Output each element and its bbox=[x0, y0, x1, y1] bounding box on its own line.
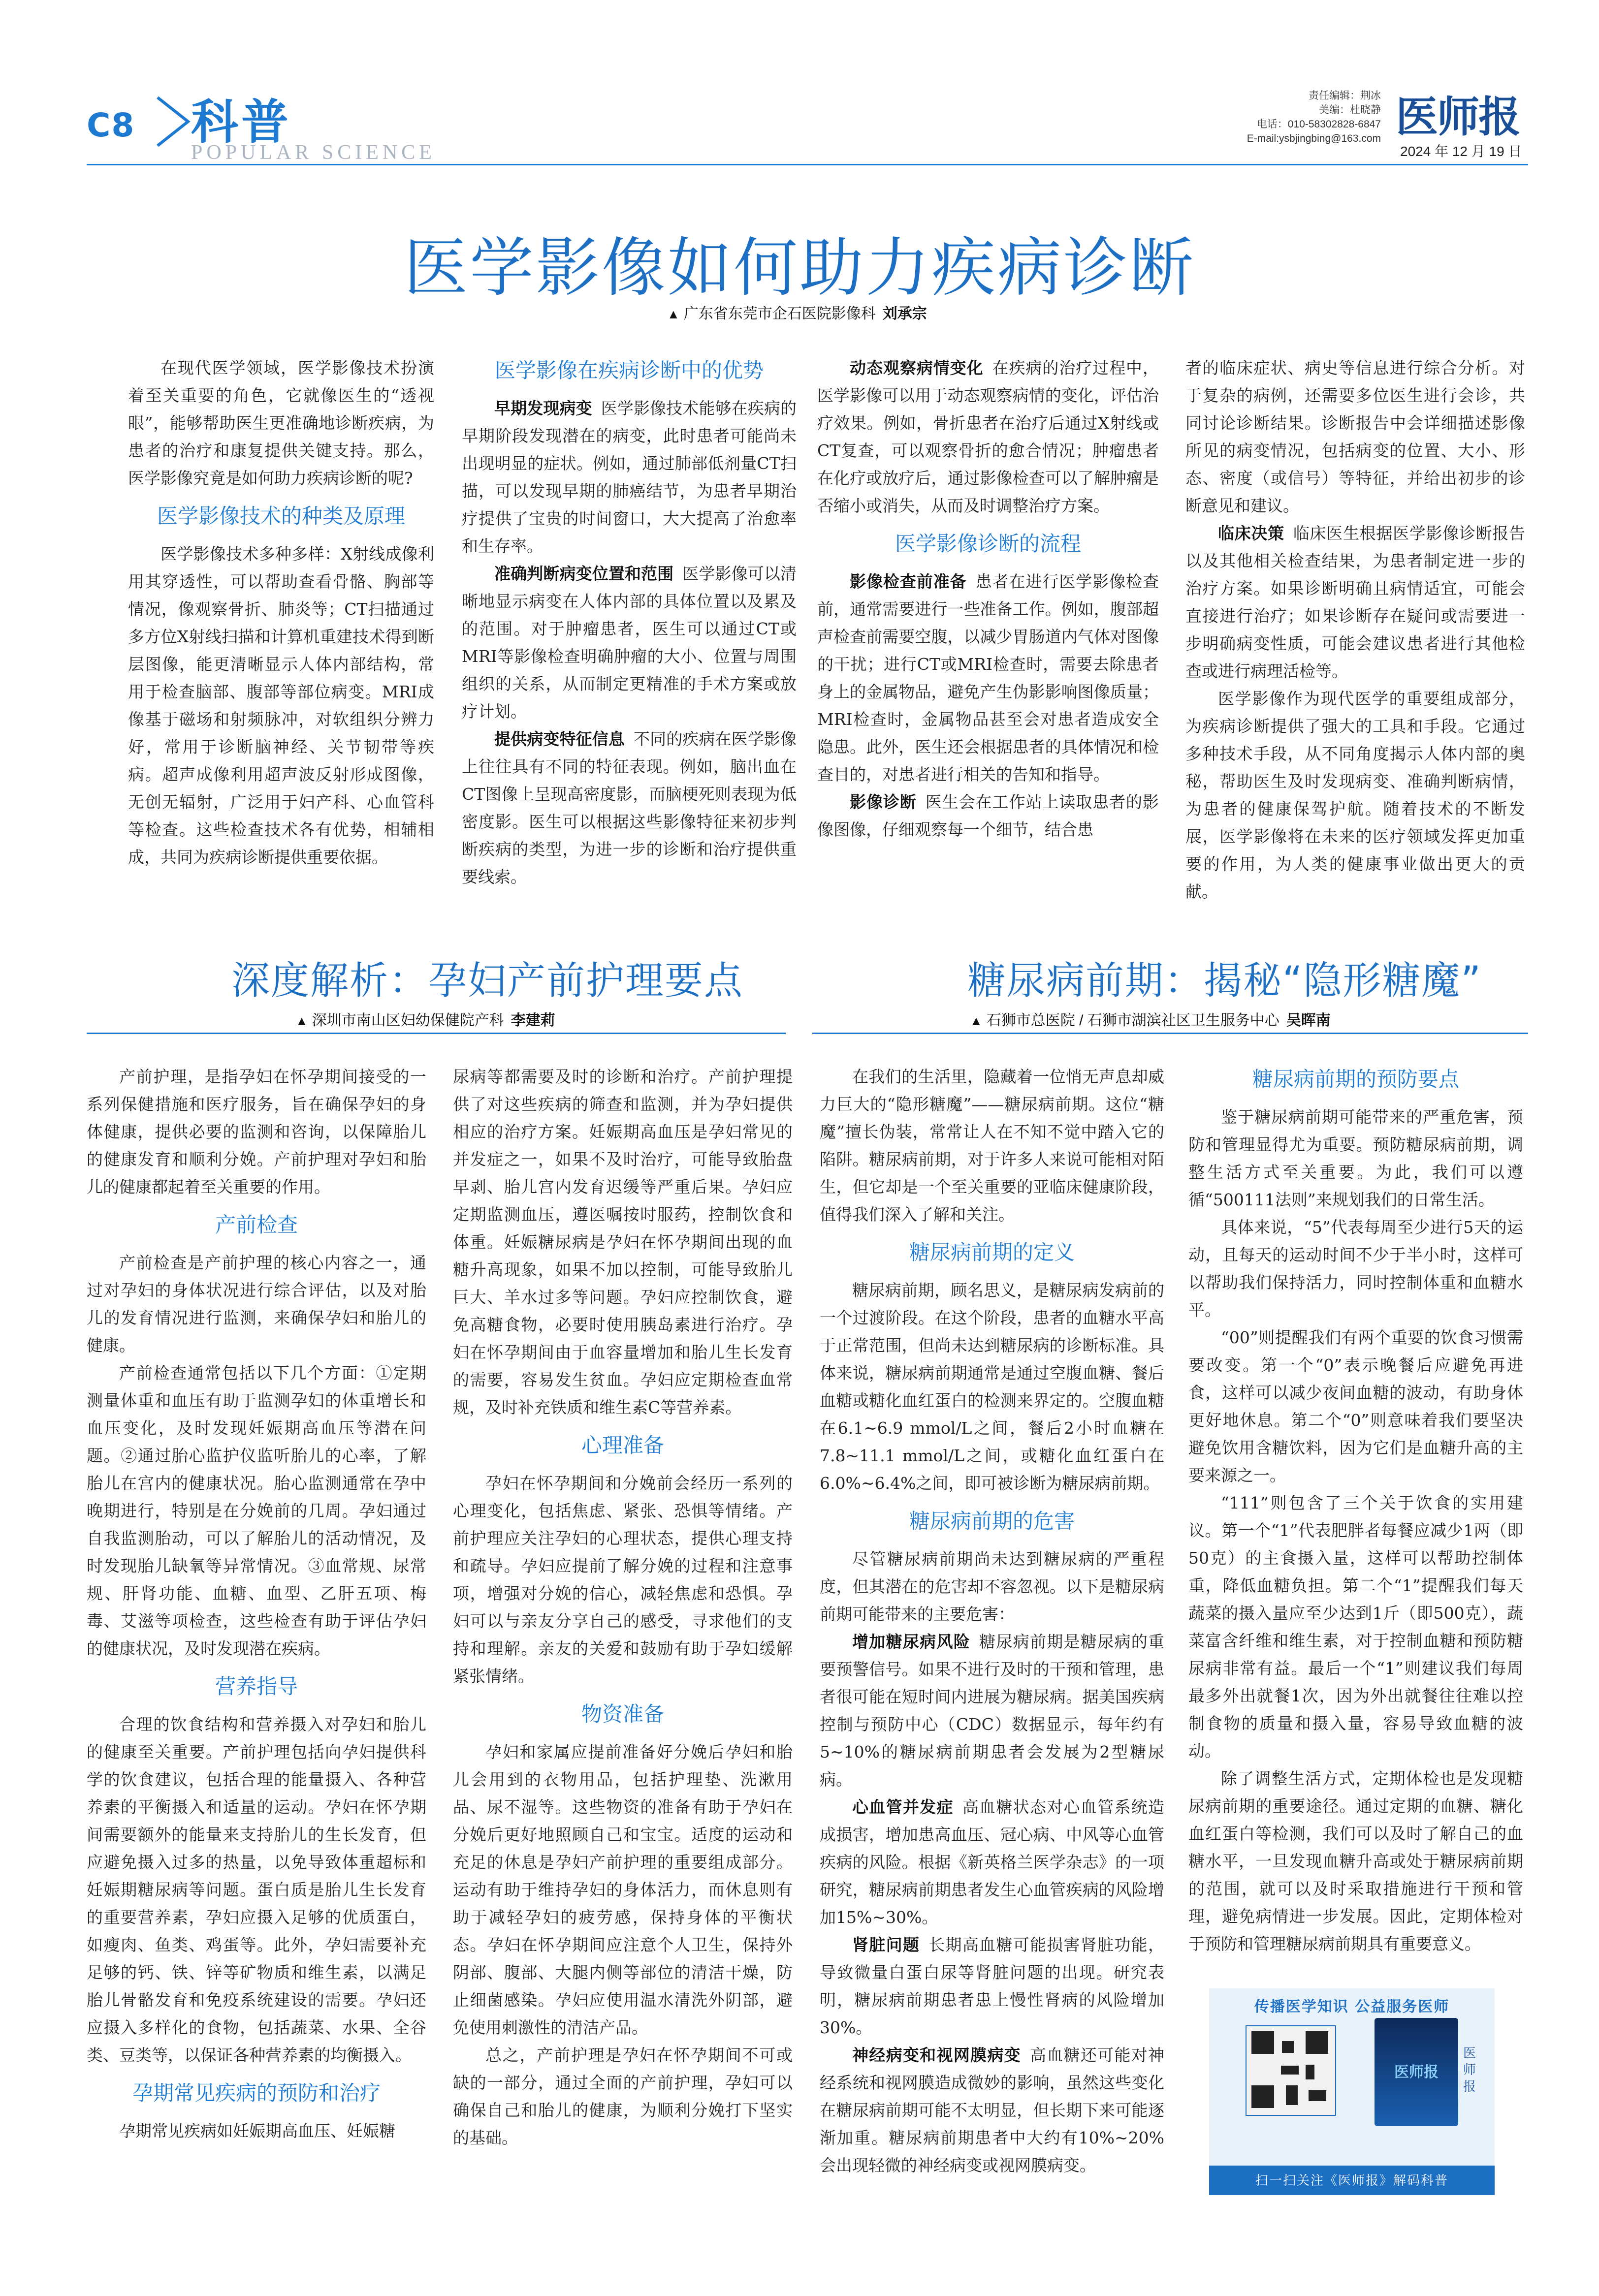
subsection-label: 肾脏问题 bbox=[852, 1935, 920, 1954]
paragraph: 产前护理，是指孕妇在怀孕期间接受的一系列保健措施和医疗服务，旨在确保孕妇的身体健康，提供必要的监测和咨询，以保障胎儿的健康发育和顺利分娩。产前护理对孕妇和胎儿的健康都起着至关重要的作用。 bbox=[87, 1067, 426, 1196]
paragraph: 合理的饮食结构和营养摄入对孕妇和胎儿的健康至关重要。产前护理包括向孕妇提供科学的饮食建议，包括合理的能量摄入、各种营养素的平衡摄入和适量的运动。孕妇在怀孕期间需要额外的能量来支持胎儿的生长发育，但应避免摄入过多的热量，以免导致体重超标和妊娠期糖尿病等问题。蛋白质是胎儿生长发育的重要营养素，孕妇应摄入足够的优质蛋白，如瘦肉、鱼类、鸡蛋等。此外，孕妇需要补充足够的钙、铁、锌等矿物质和维生素，以满足胎儿骨骼发育和免疫系统建设的需要。孕妇还应摄入多样化的食物，包括蔬菜、水果、全谷类、豆类等，以保证各种营养素的均衡摄入。 bbox=[87, 1715, 426, 2065]
subsection-label: 临床决策 bbox=[1218, 524, 1284, 543]
article3-byline bbox=[970, 1008, 1331, 1030]
paragraph: 除了调整生活方式，定期体检也是发现糖尿病前期的重要途径。通过定期的血糖、糖化血红蛋白等检测，我们可以及时了解自己的血糖水平，一旦发现血糖升高或处于糖尿病前期的范围，就可以及时采取措施进行干预和管理，避免病情进一步发展。因此，定期体检对于预防和管理糖尿病前期具有重要意义。 bbox=[1188, 1769, 1523, 1953]
subheading: 物资准备 bbox=[581, 1702, 664, 1726]
paragraph: 孕妇在怀孕期间和分娩前会经历一系列的心理变化，包括焦虑、紧张、恐惧等情绪。产前护理应关注孕妇的心理状态，提供心理支持和疏导。孕妇应提前了解分娩的过程和注意事项，增强对分娩的信心，减轻焦虑和恐惧。孕妇可以与亲友分享自己的感受，寻求他们的支持和理解。亲友的关爱和鼓励有助于孕妇缓解紧张情绪。 bbox=[453, 1474, 793, 1686]
newspaper-logo: 医师报 bbox=[1396, 93, 1520, 142]
article2-column-1 bbox=[87, 1063, 426, 2145]
subsection-label: 心血管并发症 bbox=[852, 1797, 954, 1817]
promo-slogan: 传播医学知识 公益服务医师 bbox=[1254, 1998, 1450, 2015]
paragraph: “00”则提醒我们有两个重要的饮食习惯需要改变。第一个“0”表示晚餐后应避免再进食，这样可以减少夜间血糖的波动，有助身体更好地休息。第二个“0”则意味着我们要坚决避免饮用含糖饮料，因为它们是血糖升高的主要来源之一。 bbox=[1188, 1328, 1523, 1485]
subheading: 心理准备 bbox=[581, 1433, 664, 1457]
article3-title: 糖尿病前期：揭秘“隐形糖魔” bbox=[967, 959, 1482, 1003]
paragraph: 早期发现病变 医学影像技术能够在疾病的早期阶段发现潜在的病变，此时患者可能尚未出现明显的症状。例如，通过肺部低剂量CT扫描，可以发现早期的肺癌结节，为患者早期治疗提供了宝贵的时间窗口，大大提高了治愈率和生存率。 bbox=[462, 399, 797, 556]
promo-image-caption: 医师报 bbox=[1394, 2064, 1439, 2081]
promo-scan-text: 扫一扫关注《医师报》解码科普 bbox=[1255, 2173, 1448, 2188]
paragraph: 准确判断病变位置和范围 医学影像可以清晰地显示病变在人体内部的具体位置以及累及的范围。对于肿瘤患者，医生可以通过CT或MRI等影像检查明确肿瘤的大小、位置与周围组织的关系，从而制定更精准的手术方案或放疗计划。 bbox=[462, 564, 797, 721]
editor-info bbox=[1231, 89, 1381, 146]
paragraph: 影像检查前准备 患者在进行医学影像检查前，通常需要进行一些准备工作。例如，腹部超声检查前需要空腹，以减少胃肠道内气体对图像的干扰；进行CT或MRI检查时，需要去除患者身上的金属物品，避免产生伪影影响图像质量；MRI检查时，金属物品甚至会对患者造成安全隐患。此外，医生还会根据患者的具体情况和检查目的，对患者进行相关的告知和指导。 bbox=[817, 572, 1159, 784]
article1-byline-org: 广东省东莞市企石医院影像科 bbox=[683, 306, 876, 322]
article1-byline-author: 刘承宗 bbox=[882, 306, 927, 322]
article2-byline-author: 李建莉 bbox=[511, 1012, 555, 1029]
paragraph: 影像诊断 医生会在工作站上读取患者的影像图像，仔细观察每一个细节，结合患 bbox=[817, 792, 1159, 839]
qr-code-icon[interactable] bbox=[1246, 2025, 1336, 2116]
article3-column-2 bbox=[1188, 1063, 1523, 1958]
masthead-rule bbox=[87, 164, 1528, 165]
article2-column-2 bbox=[453, 1063, 793, 2152]
subheading: 孕期常见疾病的预防和治疗 bbox=[132, 2081, 381, 2105]
triangle-icon: ▲ bbox=[295, 1013, 308, 1028]
paragraph: 总之，产前护理是孕妇在怀孕期间不可或缺的一部分，通过全面的产前护理，孕妇可以确保自己和胎儿的健康，为顺利分娩打下坚实的基础。 bbox=[453, 2045, 793, 2147]
paragraph: 动态观察病情变化 在疾病的治疗过程中，医学影像可以用于动态观察病情的变化，评估治疗效果。例如，骨折患者在治疗后通过X射线或CT复查，可以观察骨折的愈合情况；肿瘤患者在化疗或放疗后，通过影像检查可以了解肿瘤是否缩小或消失，从而及时调整治疗方案。 bbox=[817, 358, 1159, 515]
subsection-label: 准确判断病变位置和范围 bbox=[494, 564, 674, 583]
article1-title: 医学影像如何助力疾病诊断 bbox=[403, 230, 1195, 305]
paragraph: 孕妇和家属应提前准备好分娩后孕妇和胎儿会用到的衣物用品，包括护理垫、洗漱用品、尿不湿等。这些物资的准备有助于孕妇在分娩后更好地照顾自己和宝宝。适度的运动和充足的休息是孕妇产前护理的重要组成部分。运动有助于维持孕妇的身体活力，而休息则有助于减轻孕妇的疲劳感，保持身体的平衡状态。孕妇在怀孕期间应注意个人卫生，保持外阴部、腹部、大腿内侧等部位的清洁干燥，防止细菌感染。孕妇应使用温水清洗外阴部，避免使用刺激性的清洁产品。 bbox=[453, 1742, 793, 2037]
paragraph: 临床决策 临床医生根据医学影像诊断报告以及其他相关检查结果，为患者制定进一步的治疗方案。如果诊断明确且病情适宜，可能会直接进行治疗；如果诊断存在疑问或需要进一步明确病变性质，可能会建议患者进行其他检查或进行病理活检等。 bbox=[1185, 524, 1526, 681]
paragraph: 糖尿病前期，顾名思义，是糖尿病发病前的一个过渡阶段。在这个阶段，患者的血糖水平高于正常范围，但尚未达到糖尿病的诊断标准。具体来说，糖尿病前期通常是通过空腹血糖、餐后血糖或糖化血红蛋白的检测来界定的。空腹血糖在6.1~6.9 mmol/L之间，餐后2小时血糖在7.8~11.1 mmol/L之间，或糖化血红蛋白在6.0%~6.4%之间，即可被诊断为糖尿病前期。 bbox=[820, 1281, 1164, 1493]
paragraph: 产前检查通常包括以下几个方面：①定期测量体重和血压有助于监测孕妇的体重增长和血压变化，及时发现妊娠期高血压等潜在问题。②通过胎心监护仪监听胎儿的心率，了解胎儿在宫内的健康状况。胎心监测通常在孕中晚期进行，特别是在分娩前的几周。孕妇通过自我监测胎动，可以了解胎儿的活动情况，及时发现胎儿缺氧等异常情况。③血常规、尿常规、肝肾功能、血糖、血型、乙肝五项、梅毒、艾滋等项检查，这些检查有助于评估孕妇的健康状况，及时发现潜在疾病。 bbox=[87, 1363, 426, 1658]
subsection-label: 早期发现病变 bbox=[494, 399, 592, 418]
article1-column-2 bbox=[462, 354, 797, 891]
subsection-label: 影像检查前准备 bbox=[850, 572, 967, 591]
paragraph: 尽管糖尿病前期尚未达到糖尿病的严重程度，但其潜在的危害却不容忽视。以下是糖尿病前期可能带来的主要危害： bbox=[820, 1549, 1164, 1624]
subsection-label: 提供病变特征信息 bbox=[494, 729, 625, 749]
article2-title: 深度解析：孕妇产前护理要点 bbox=[231, 959, 744, 1003]
paragraph: 孕期常见疾病如妊娠期高血压、妊娠糖 bbox=[119, 2121, 395, 2140]
editor-line: 责任编辑：荆冰 bbox=[1309, 90, 1381, 101]
paragraph: 医学影像作为现代医学的重要组成部分，为疾病诊断提供了强大的工具和手段。它通过多种技术手段，从不同角度揭示人体内部的奥秘，帮助医生及时发现病变、准确判断病情，为患者的健康保驾护航。随着技术的不断发展，医学影像将在未来的医疗领域发挥更加重要的作用，为人类的健康事业做出更大的贡献。 bbox=[1185, 689, 1525, 901]
subheading: 医学影像在疾病诊断中的优势 bbox=[494, 358, 764, 382]
subsection-label: 增加糖尿病风险 bbox=[852, 1632, 971, 1651]
article1-byline bbox=[667, 301, 927, 323]
article2-byline bbox=[295, 1008, 555, 1030]
issue-date: 2024 年 12 月 19 日 bbox=[1400, 144, 1522, 159]
paragraph: 提供病变特征信息 不同的疾病在医学影像上往往具有不同的特征表现。例如，脑出血在CT图像上呈现高密度影，而脑梗死则表现为低密度影。医生可以根据这些影像特征来初步判断疾病的类型，为进一步的诊断和治疗提供重要线索。 bbox=[462, 729, 797, 886]
subheading: 医学影像诊断的流程 bbox=[895, 532, 1081, 556]
paragraph: 具体来说，“5”代表每周至少进行5天的运动，且每天的运动时间不少于半小时，这样可以帮助我们保持活力，同时控制体重和血糖水平。 bbox=[1188, 1218, 1523, 1320]
article3-byline-org: 石狮市总医院 / 石狮市湖滨社区卫生服务中心 bbox=[986, 1012, 1279, 1029]
phone-line: 电话：010-58302828-6847 bbox=[1256, 119, 1381, 130]
article3-column-1 bbox=[820, 1063, 1164, 2179]
paragraph: 神经病变和视网膜病变 高血糖还可能对神经系统和视网膜造成微妙的影响，虽然这些变化在糖尿病前期可能不太明显，但长期下来可能逐渐加重。糖尿病前期患者中大约有10%~20%会出现轻微的神经病变或视网膜病变。 bbox=[820, 2045, 1165, 2175]
section-title-english: POPULAR SCIENCE bbox=[191, 141, 436, 164]
paragraph: 在现代医学领域，医学影像技术扮演着至关重要的角色，它就像医生的“透视眼”，能够帮助医生更准确地诊断疾病，为患者的治疗和康复提供关键支持。那么，医学影像究竟是如何助力疾病诊断的呢? bbox=[128, 358, 434, 488]
article3-rule bbox=[812, 1033, 1528, 1034]
paragraph: 肾脏问题 长期高血糖可能损害肾脏功能，导致微量白蛋白尿等肾脏问题的出现。研究表明，糖尿病前期患者患上慢性肾病的风险增加30%。 bbox=[820, 1935, 1165, 2037]
article3-byline-author: 吴晖南 bbox=[1286, 1012, 1331, 1029]
paragraph: 者的临床症状、病史等信息进行综合分析。对于复杂的病例，还需要多位医生进行会诊，共同讨论诊断结果。诊断报告中会详细描述影像所见的病变情况，包括病变的位置、大小、形态、密度（或信号）等特征，并给出初步的诊断意见和建议。 bbox=[1185, 358, 1525, 515]
paragraph: “111”则包含了三个关于饮食的实用建议。第一个“1”代表肥胖者每餐应减少1两（即50克）的主食摄入量，这样可以帮助控制体重，降低血糖负担。第二个“1”提醒我们每天蔬菜的摄入量应至少达到1斤（即500克），蔬菜富含纤维和维生素，对于控制血糖和预防糖尿病非常有益。最后一个“1”则建议我们每周最多外出就餐1次，因为外出就餐往往难以控制食物的质量和摄入量，容易导致血糖的波动。 bbox=[1188, 1493, 1523, 1761]
page-number: C8 bbox=[87, 106, 135, 144]
paragraph: 尿病等都需要及时的诊断和治疗。产前护理提供了对这些疾病的筛查和监测，并为孕妇提供相应的治疗方案。妊娠期高血压是孕妇常见的并发症之一，如果不及时治疗，可能导致胎盘早剥、胎儿宫内发育迟缓等严重后果。孕妇应定期监测血压，遵医嘱按时服药，控制饮食和体重。妊娠糖尿病是孕妇在怀孕期间出现的血糖升高现象，如果不加以控制，可能导致胎儿巨大、羊水过多等问题。孕妇应控制饮食，避免高糖食物，必要时使用胰岛素进行治疗。孕妇在怀孕期间由于血容量增加和胎儿生长发育的需要，容易发生贫血。孕妇应定期检查血常规，及时补充铁质和维生素C等营养素。 bbox=[453, 1067, 793, 1417]
subsection-label: 神经病变和视网膜病变 bbox=[852, 2045, 1021, 2065]
chevron-right-icon bbox=[154, 94, 193, 149]
art-editor-line: 美编：杜晓静 bbox=[1319, 104, 1381, 116]
subheading: 医学影像技术的种类及原理 bbox=[157, 504, 405, 528]
paragraph: 增加糖尿病风险 糖尿病前期是糖尿病的重要预警信号。如果不进行及时的干预和管理，患者很可能在短时间内进展为糖尿病。据美国疾病控制与预防中心（CDC）数据显示，每年约有5~10%的糖尿病前期患者会发展为2型糖尿病。 bbox=[820, 1632, 1165, 1789]
subsection-label: 动态观察病情变化 bbox=[850, 358, 984, 377]
subheading: 糖尿病前期的危害 bbox=[909, 1509, 1075, 1533]
article2-byline-org: 深圳市南山区妇幼保健院产科 bbox=[312, 1012, 504, 1029]
article1-column-3 bbox=[817, 354, 1159, 844]
article1-column-1 bbox=[128, 354, 434, 871]
subheading: 产前检查 bbox=[215, 1213, 298, 1237]
subheading: 糖尿病前期的定义 bbox=[909, 1240, 1075, 1264]
email-line: E-mail:ysbjingbing@163.com bbox=[1247, 133, 1381, 144]
paragraph: 产前检查是产前护理的核心内容之一，通过对孕妇的身体状况进行综合评估，以及对胎儿的发育情况进行监测，来确保孕妇和胎儿的健康。 bbox=[87, 1253, 426, 1355]
paragraph: 在我们的生活里，隐藏着一位悄无声息却威力巨大的“隐形糖魔”——糖尿病前期。这位“糖魔”擅长伪装，常常让人在不知不觉中踏入它的陷阱。糖尿病前期，对于许多人来说可能相对陌生，但它却是一个至关重要的亚临床健康阶段，值得我们深入了解和关注。 bbox=[820, 1067, 1164, 1224]
triangle-icon: ▲ bbox=[667, 307, 680, 321]
paragraph: 心血管并发症 高血糖状态对心血管系统造成损害，增加患高血压、冠心病、中风等心血管疾病的风险。根据《新英格兰医学杂志》的一项研究，糖尿病前期患者发生心血管疾病的风险增加15%~30%。 bbox=[820, 1797, 1165, 1927]
subsection-label: 影像诊断 bbox=[850, 792, 917, 812]
section-title: 科普 bbox=[191, 94, 291, 150]
subheading: 糖尿病前期的预防要点 bbox=[1252, 1067, 1459, 1091]
article1-column-4 bbox=[1185, 354, 1525, 906]
paragraph: 鉴于糖尿病前期可能带来的严重危害，预防和管理显得尤为重要。预防糖尿病前期，调整生活方式至关重要。为此，我们可以遵循“500111法则”来规划我们的日常生活。 bbox=[1188, 1107, 1523, 1209]
article2-rule bbox=[87, 1033, 786, 1034]
promo-side-text: 医师报 bbox=[1463, 2046, 1476, 2094]
subheading: 营养指导 bbox=[215, 1674, 298, 1698]
triangle-icon: ▲ bbox=[970, 1013, 983, 1028]
paragraph: 医学影像技术多种多样：X射线成像利用其穿透性，可以帮助查看骨骼、胸部等情况，像观察骨折、肺炎等；CT扫描通过多方位X射线扫描和计算机重建技术得到断层图像，能更清晰显示人体内部结构，常用于检查脑部、腹部等部位病变。MRI成像基于磁场和射频脉冲，对软组织分辨力好，常用于诊断脑神经、关节韧带等疾病。超声成像利用超声波反射形成图像，无创无辐射，广泛用于妇产科、心血管科等检查。这些检查技术各有优势，相辅相成，共同为疾病诊断提供重要依据。 bbox=[128, 544, 434, 867]
